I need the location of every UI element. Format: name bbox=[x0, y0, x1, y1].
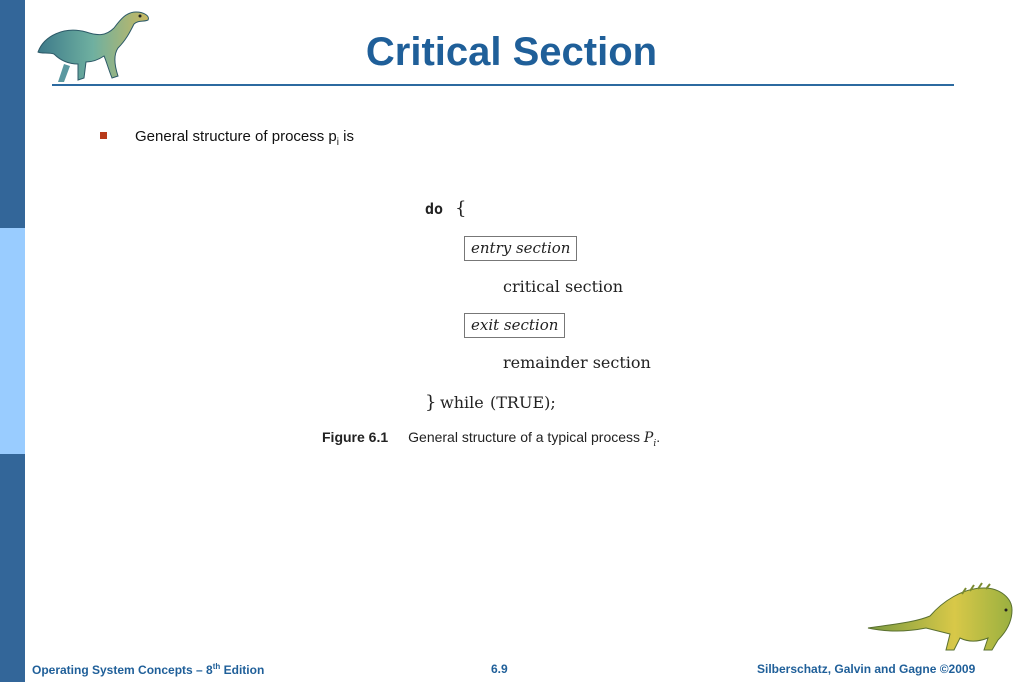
do-keyword: do bbox=[425, 200, 444, 218]
footer-page-number: 6.9 bbox=[491, 662, 508, 676]
footer-authors: Silberschatz, Galvin and Gagne ©2009 bbox=[757, 662, 976, 676]
bullet-item bbox=[100, 128, 354, 148]
close-brace: } bbox=[425, 392, 437, 413]
caption-text: General structure of a typical process bbox=[408, 429, 644, 445]
critical-section-text: critical section bbox=[503, 277, 624, 296]
sidebar-segment-bottom bbox=[0, 454, 25, 682]
figure-label: Figure 6.1 bbox=[322, 429, 389, 445]
dinosaur-crouching-icon bbox=[866, 580, 1016, 652]
bullet-text: General structure of process $p_i$ is bbox=[135, 128, 354, 148]
while-keyword: while bbox=[440, 393, 484, 412]
exit-section-box: exit section bbox=[464, 313, 565, 338]
sidebar-segment-middle bbox=[0, 228, 25, 454]
title-divider bbox=[52, 84, 954, 86]
figure-caption: Figure 6.1 General structure of a typical process $P_i$. bbox=[322, 429, 661, 449]
slide-title: Critical Section bbox=[365, 30, 658, 74]
entry-section-box: entry section bbox=[464, 236, 577, 261]
sidebar-stripe bbox=[0, 0, 25, 682]
while-condition: (TRUE); bbox=[490, 393, 556, 412]
open-brace: { bbox=[455, 198, 467, 219]
remainder-section-text: remainder section bbox=[503, 353, 651, 372]
footer-book-title: Operating System Concepts – 8th Edition bbox=[32, 662, 265, 677]
caption-variable: $P_i$ bbox=[643, 430, 657, 449]
bullet-square-icon bbox=[100, 132, 107, 139]
